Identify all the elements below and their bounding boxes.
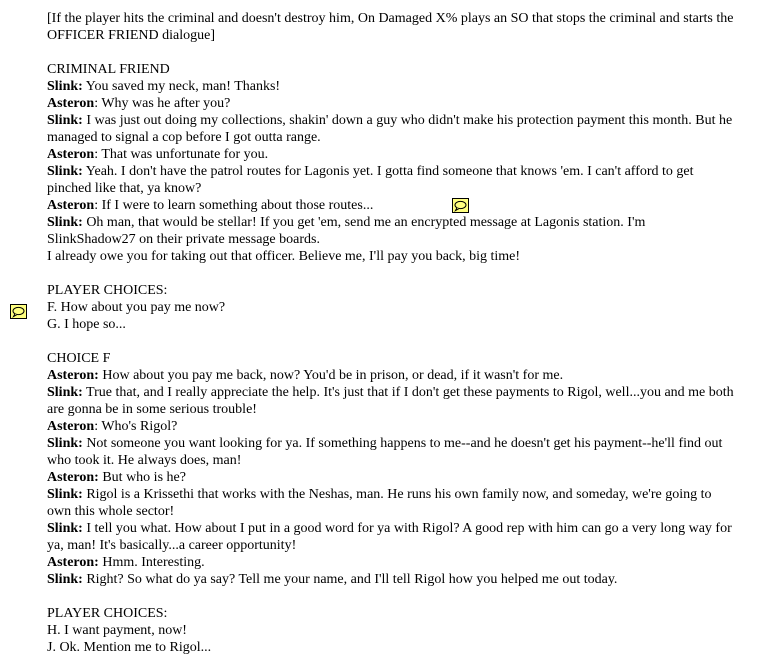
- line-text: Yeah. I don't have the patrol routes for Lagonis yet. I gotta find someone that knows 'em. I can't afford to get pinched like that, ya know?: [47, 164, 694, 196]
- line-text: : Why was he after you?: [94, 96, 231, 111]
- document-body: [47, 10, 737, 656]
- choice-item: F. How about you pay me now?: [47, 300, 226, 315]
- dialogue-line: [47, 571, 737, 588]
- speaker: Asteron: [47, 198, 95, 213]
- dialogue-line: [47, 163, 737, 197]
- intro-note: [If the player hits the criminal and doesn't destroy him, On Damaged X% plays an SO that stops the criminal and starts the OFFICER FRIEND dialogue]: [47, 11, 734, 43]
- comment-icon[interactable]: [10, 304, 27, 319]
- speaker: Slink:: [47, 436, 83, 451]
- dialogue-line: [47, 214, 737, 248]
- dialogue-line: [47, 78, 737, 95]
- dialogue-line: [47, 384, 737, 418]
- section-heading-choice-f: CHOICE F: [47, 351, 111, 366]
- speaker: Slink:: [47, 164, 83, 179]
- dialogue-line: [47, 486, 737, 520]
- line-text: : Who's Rigol?: [94, 419, 178, 434]
- line-text: True that, and I really appreciate the help. It's just that if I don't get these payments to Rigol, well...you and me both are gonna be in some serious trouble!: [47, 385, 734, 417]
- speaker: Slink:: [47, 385, 83, 400]
- line-text: : If I were to learn something about those routes...: [94, 198, 374, 213]
- choice-item: J. Ok. Mention me to Rigol...: [47, 640, 212, 655]
- dialogue-line: [47, 112, 737, 146]
- line-text: I already owe you for taking out that officer. Believe me, I'll pay you back, big time!: [47, 249, 521, 264]
- dialogue-line: [47, 146, 737, 163]
- line-text: Hmm. Interesting.: [98, 555, 205, 570]
- speaker: Slink:: [47, 521, 83, 536]
- speaker: Slink:: [47, 113, 83, 128]
- speaker: Asteron: [47, 96, 95, 111]
- speaker: Slink:: [47, 215, 83, 230]
- player-choices-heading-1: PLAYER CHOICES:: [47, 283, 168, 298]
- line-text: Right? So what do ya say? Tell me your name, and I'll tell Rigol how you helped me out today.: [82, 572, 618, 587]
- line-text: But who is he?: [98, 470, 186, 485]
- speaker: Asteron:: [47, 470, 99, 485]
- speaker: Asteron: [47, 419, 95, 434]
- dialogue-line: [47, 367, 737, 384]
- player-choices-heading-2: PLAYER CHOICES:: [47, 606, 168, 621]
- speaker: Asteron: [47, 147, 95, 162]
- line-text: I tell you what. How about I put in a good word for ya with Rigol? A good rep with him can go a very long way for ya, man! It's basically...a career opportunity!: [47, 521, 732, 553]
- line-text: Rigol is a Krissethi that works with the Neshas, man. He runs his own family now, and someday, we're going to own this whole sector!: [47, 487, 712, 519]
- choice-item: H. I want payment, now!: [47, 623, 187, 638]
- dialogue-line: [47, 95, 737, 112]
- speaker: Slink:: [47, 79, 83, 94]
- dialogue-section-1: [47, 78, 737, 265]
- line-text: Not someone you want looking for ya. If something happens to me--and he doesn't get his payment--he'll find out who took it. He always does, man!: [47, 436, 723, 468]
- comment-icon[interactable]: [452, 198, 469, 213]
- dialogue-line: [47, 248, 737, 265]
- dialogue-line: [47, 435, 737, 469]
- dialogue-line: [47, 554, 737, 571]
- dialogue-line: [47, 197, 737, 214]
- speaker: Slink:: [47, 487, 83, 502]
- choice-item: G. I hope so...: [47, 317, 126, 332]
- dialogue-line: [47, 520, 737, 554]
- speaker: Slink:: [47, 572, 83, 587]
- speaker: Asteron:: [47, 555, 99, 570]
- dialogue-line: [47, 418, 737, 435]
- line-text: Oh man, that would be stellar! If you get 'em, send me an encrypted message at Lagonis station. I'm SlinkShadow27 on their private message boards.: [47, 215, 646, 247]
- line-text: How about you pay me back, now? You'd be in prison, or dead, if it wasn't for me.: [98, 368, 564, 383]
- section-heading-criminal-friend: CRIMINAL FRIEND: [47, 62, 170, 77]
- dialogue-section-2: [47, 367, 737, 588]
- line-text: I was just out doing my collections, shakin' down a guy who didn't make his protection payment this month. But he managed to signal a cop before I got outta range.: [47, 113, 733, 145]
- dialogue-line: [47, 469, 737, 486]
- line-text: : That was unfortunate for you.: [94, 147, 269, 162]
- speaker: Asteron:: [47, 368, 99, 383]
- line-text: You saved my neck, man! Thanks!: [82, 79, 281, 94]
